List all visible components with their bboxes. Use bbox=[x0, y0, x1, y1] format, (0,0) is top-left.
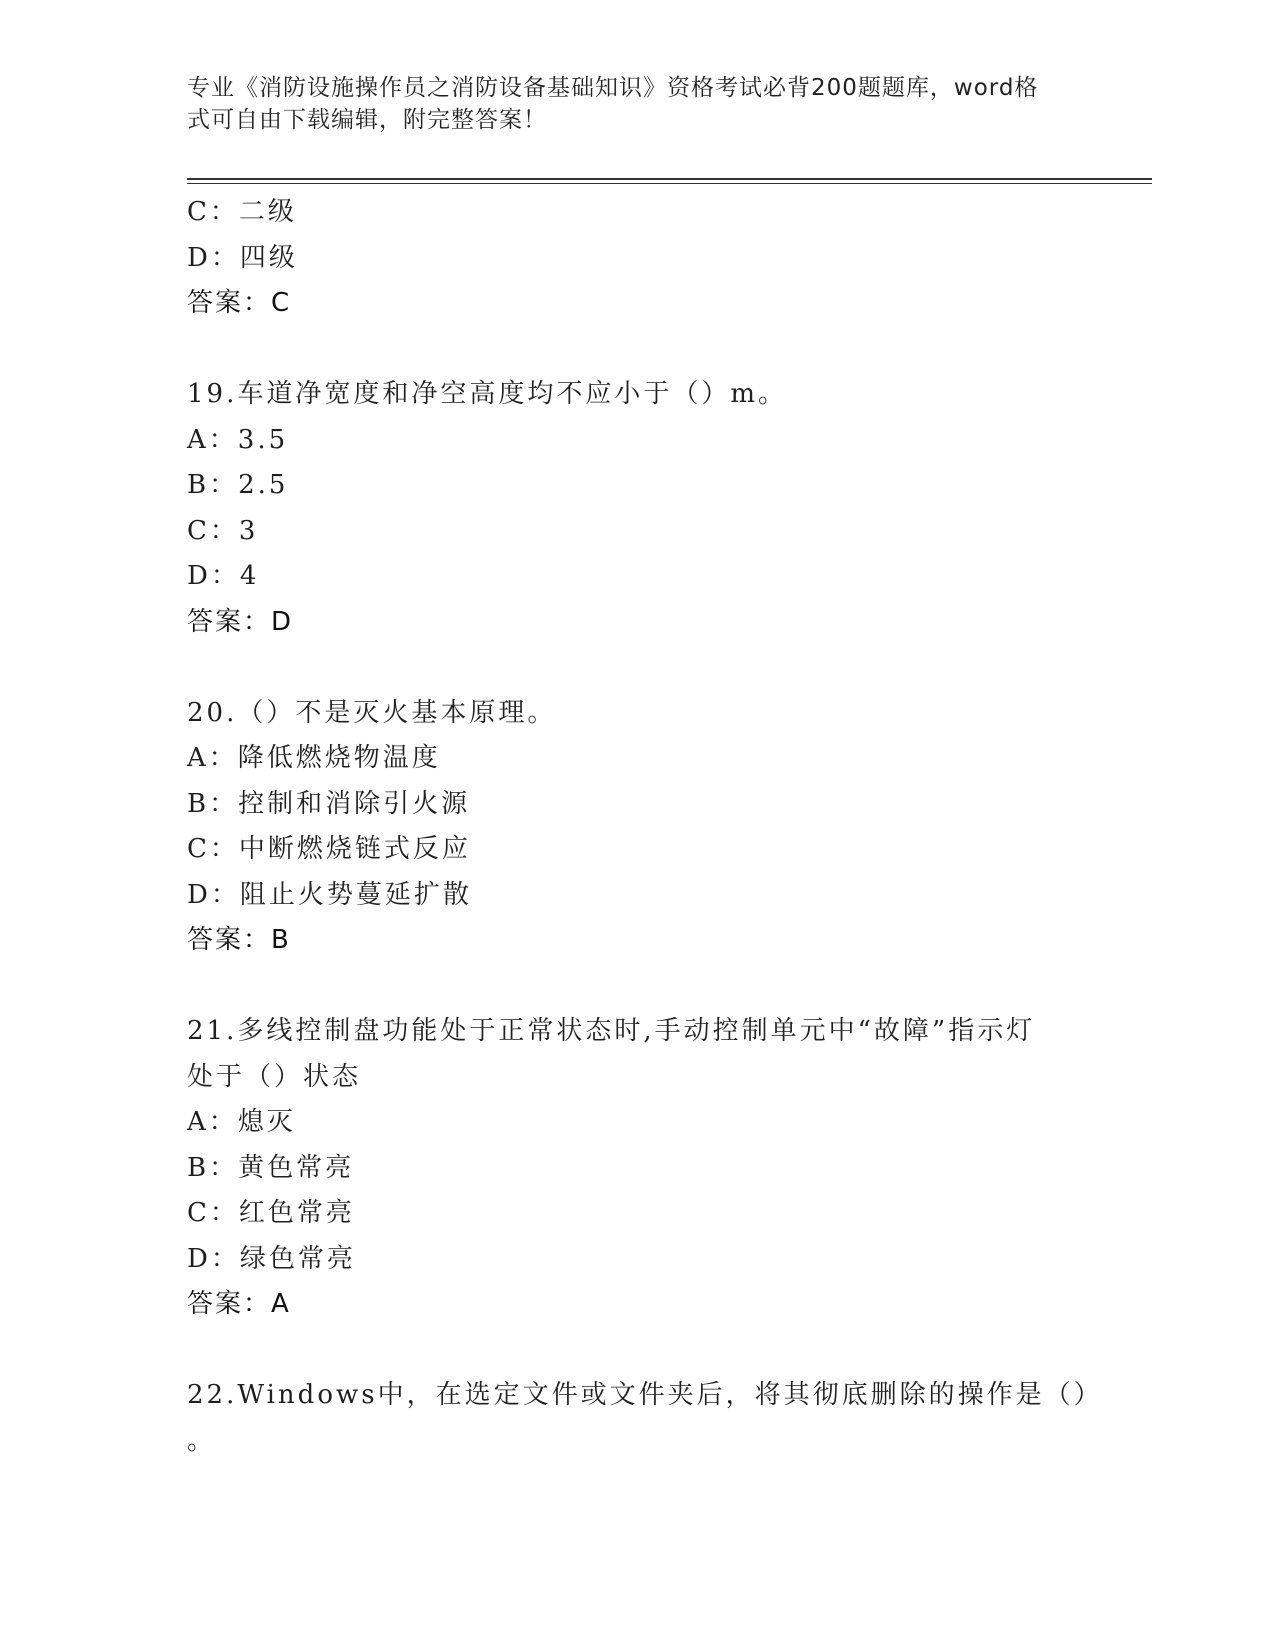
question-stem-continued: 。 bbox=[187, 1425, 217, 1456]
option-c: C：二级 bbox=[187, 197, 297, 227]
question-stem: 20.（）不是灭火基本原理。 bbox=[187, 697, 557, 728]
option-b: B：2.5 bbox=[187, 470, 289, 500]
option-a: A：熄灭 bbox=[187, 1107, 296, 1137]
option-c: C：3 bbox=[187, 515, 259, 546]
question-block-19 bbox=[187, 372, 1087, 645]
header-divider-thin bbox=[187, 183, 1152, 184]
spacer bbox=[187, 327, 1087, 373]
answer-line: 答案：B bbox=[187, 925, 291, 955]
option-a: A：3.5 bbox=[187, 424, 289, 455]
option-b: B：控制和消除引火源 bbox=[187, 788, 471, 819]
header-line-2: 式可自由下载编辑，附完整答案！ bbox=[187, 107, 547, 133]
question-stem-continued: 处于（）状态 bbox=[187, 1061, 362, 1092]
question-block-18 bbox=[187, 190, 1087, 327]
question-block-21 bbox=[187, 1009, 1087, 1328]
spacer bbox=[187, 645, 1087, 691]
question-stem: 22.Windows中，在选定文件或文件夹后，将其彻底删除的操作是（） bbox=[187, 1380, 1103, 1410]
document-body bbox=[187, 190, 1103, 1464]
option-d: D：4 bbox=[187, 561, 260, 591]
answer-line: 答案：A bbox=[187, 1289, 291, 1319]
question-block-22 bbox=[187, 1373, 1103, 1464]
option-d: D：阻止火势蔓延扩散 bbox=[187, 879, 472, 910]
spacer bbox=[187, 964, 1087, 1010]
header-divider-thick bbox=[187, 178, 1152, 180]
question-stem: 19.车道净宽度和净空高度均不应小于（）m。 bbox=[187, 379, 788, 409]
question-block-20 bbox=[187, 691, 1087, 964]
option-b: B：黄色常亮 bbox=[187, 1152, 355, 1183]
question-stem: 21.多线控制盘功能处于正常状态时,手动控制单元中“故障”指示灯 bbox=[187, 1016, 1036, 1046]
option-c: C：中断燃烧链式反应 bbox=[187, 834, 471, 864]
spacer bbox=[187, 1328, 1087, 1374]
header-line-1: 专业《消防设施操作员之消防设备基础知识》资格考试必背200题题库，word格 bbox=[187, 75, 1039, 101]
answer-line: 答案：D bbox=[187, 606, 294, 637]
document-header bbox=[187, 72, 1067, 136]
option-d: D：绿色常亮 bbox=[187, 1243, 356, 1274]
option-a: A：降低燃烧物温度 bbox=[187, 743, 441, 773]
option-c: C：红色常亮 bbox=[187, 1198, 355, 1228]
option-d: D：四级 bbox=[187, 242, 298, 273]
answer-line: 答案：C bbox=[187, 288, 292, 318]
